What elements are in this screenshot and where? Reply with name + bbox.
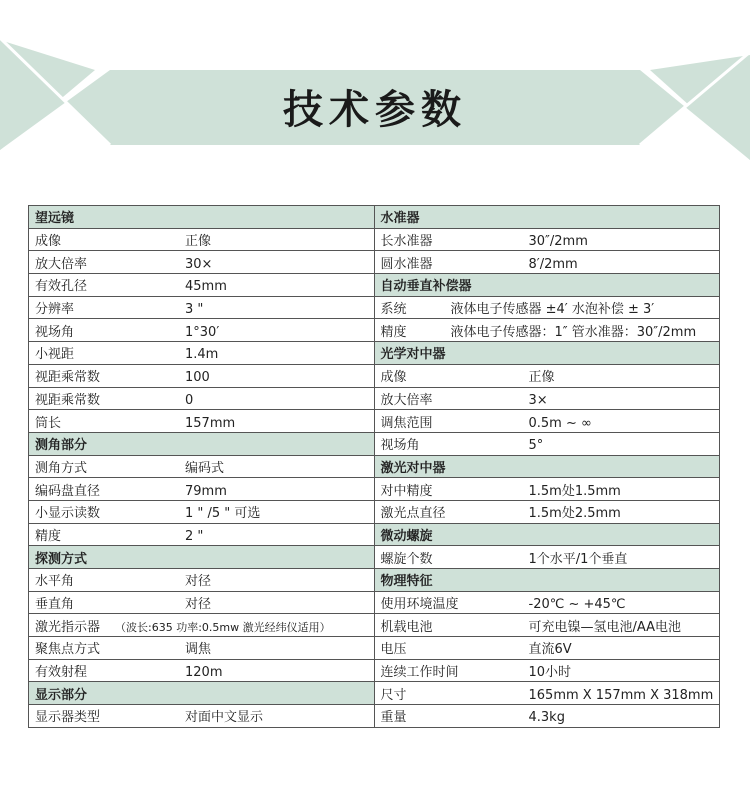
spec-label: 连续工作时间	[380, 665, 459, 681]
spec-value: 100	[185, 370, 210, 386]
spec-row	[374, 682, 720, 705]
spec-value: 2 "	[185, 528, 204, 544]
spec-label: 激光指示器	[35, 619, 101, 635]
table-row	[29, 387, 720, 410]
spec-value: 对径	[185, 597, 212, 613]
spec-value: 编码式	[185, 460, 225, 476]
table-row	[29, 614, 720, 637]
spec-value: 157mm	[185, 415, 236, 431]
spec-value: 可充电镍—氢电池/AA电池	[528, 619, 682, 635]
spec-label: 编码盘直径	[35, 483, 101, 499]
spec-row	[29, 387, 375, 410]
spec-value: 4.3kg	[528, 710, 565, 726]
spec-value: 1.5m处1.5mm	[528, 483, 621, 499]
spec-label: 长水准器	[380, 234, 433, 250]
spec-table	[28, 205, 720, 728]
spec-label: 对中精度	[380, 483, 433, 499]
spec-label: 电压	[380, 642, 407, 658]
spec-row	[29, 296, 375, 319]
table-row	[29, 342, 720, 365]
spec-value: 0	[185, 392, 194, 408]
spec-row	[374, 319, 720, 342]
spec-value: 液体电子传感器：1″ 管水准器：30″/2mm	[450, 324, 697, 340]
table-row	[29, 682, 720, 705]
spec-row	[29, 455, 375, 478]
table-row	[29, 523, 720, 546]
spec-row	[374, 705, 720, 728]
table-row	[29, 410, 720, 433]
table-row	[29, 364, 720, 387]
table-row	[29, 705, 720, 728]
spec-row	[29, 478, 375, 501]
spec-label: 成像	[35, 234, 62, 250]
spec-label: 使用环境温度	[380, 597, 459, 613]
spec-row	[374, 546, 720, 569]
spec-row	[374, 251, 720, 274]
spec-value: 30×	[185, 256, 213, 272]
spec-row	[374, 591, 720, 614]
spec-value: 5°	[528, 438, 544, 454]
spec-label: 筒长	[35, 415, 62, 431]
spec-label: 激光点直径	[380, 506, 446, 522]
spec-row	[29, 274, 375, 297]
section-header: 水准器	[374, 206, 720, 229]
spec-value: 1 " /5 " 可选	[185, 506, 261, 522]
spec-row	[29, 614, 375, 637]
spec-row	[374, 478, 720, 501]
table-row	[29, 251, 720, 274]
spec-row	[29, 342, 375, 365]
spec-value: 45mm	[185, 279, 227, 295]
table-row	[29, 637, 720, 660]
spec-row	[374, 659, 720, 682]
spec-label: 有效孔径	[35, 279, 88, 295]
spec-label: 视距乘常数	[35, 392, 101, 408]
spec-value: 1.4m	[185, 347, 219, 363]
spec-value: 0.5m ~ ∞	[528, 415, 592, 431]
table-row	[29, 319, 720, 342]
section-header: 显示部分	[29, 682, 375, 705]
spec-value: 10小时	[528, 665, 572, 681]
spec-row	[374, 387, 720, 410]
spec-label: 视距乘常数	[35, 370, 101, 386]
table-row	[29, 546, 720, 569]
spec-value: 对径	[185, 574, 212, 590]
page-title: 技术参数	[283, 87, 467, 133]
section-header: 自动垂直补偿器	[374, 274, 720, 297]
spec-label: 调焦范围	[380, 415, 433, 431]
table-row	[29, 432, 720, 455]
spec-label: 小显示读数	[35, 506, 101, 522]
section-header: 探测方式	[29, 546, 375, 569]
spec-label: 精度	[380, 324, 407, 340]
section-header: 激光对中器	[374, 455, 720, 478]
spec-label: 视场角	[35, 324, 75, 340]
spec-label: 水平角	[35, 574, 75, 590]
table-row	[29, 228, 720, 251]
spec-label: 测角方式	[35, 460, 88, 476]
spec-label: 分辨率	[35, 302, 75, 318]
spec-label: 尺寸	[380, 687, 407, 703]
spec-value: 3 "	[185, 302, 204, 318]
spec-label: 螺旋个数	[380, 551, 433, 567]
spec-row	[29, 591, 375, 614]
spec-row	[374, 637, 720, 660]
section-header: 物理特征	[374, 569, 720, 592]
spec-label: 小视距	[35, 347, 75, 363]
spec-label: 聚焦点方式	[35, 642, 101, 658]
table-row	[29, 659, 720, 682]
spec-row	[29, 364, 375, 387]
spec-table-body	[29, 206, 720, 728]
spec-value: 1.5m处2.5mm	[528, 506, 621, 522]
spec-row	[29, 500, 375, 523]
table-row	[29, 478, 720, 501]
spec-row	[374, 410, 720, 433]
spec-label: 放大倍率	[35, 256, 88, 272]
spec-value: 正像	[528, 370, 555, 386]
section-header: 微动螺旋	[374, 523, 720, 546]
spec-label: 圆水准器	[380, 256, 433, 272]
spec-value: 79mm	[185, 483, 227, 499]
spec-value: 1°30′	[185, 324, 220, 340]
spec-row	[29, 523, 375, 546]
section-header: 光学对中器	[374, 342, 720, 365]
spec-row	[29, 705, 375, 728]
spec-value: 液体电子传感器 ±4′ 水泡补偿 ± 3′	[450, 302, 655, 318]
spec-value: 8′/2mm	[528, 256, 578, 272]
spec-row	[29, 569, 375, 592]
spec-value: （波长:635 功率:0.5mw 激光经纬仪适用）	[115, 620, 331, 634]
spec-row	[374, 228, 720, 251]
spec-row	[374, 364, 720, 387]
spec-label: 视场角	[380, 438, 420, 454]
spec-row	[29, 637, 375, 660]
table-row	[29, 274, 720, 297]
section-header: 测角部分	[29, 432, 375, 455]
spec-row	[29, 410, 375, 433]
spec-label: 有效射程	[35, 665, 88, 681]
table-row	[29, 500, 720, 523]
spec-label: 系统	[380, 302, 407, 318]
spec-row	[374, 614, 720, 637]
spec-row	[29, 228, 375, 251]
spec-label: 重量	[380, 710, 407, 726]
spec-row	[29, 251, 375, 274]
table-row	[29, 591, 720, 614]
table-row	[29, 296, 720, 319]
spec-label: 显示器类型	[35, 710, 101, 726]
spec-row	[374, 500, 720, 523]
spec-label: 放大倍率	[380, 392, 433, 408]
spec-value: 正像	[185, 234, 212, 250]
spec-value: 直流6V	[528, 642, 572, 658]
spec-value: 30″/2mm	[528, 234, 588, 250]
spec-value: 165mm X 157mm X 318mm	[528, 687, 714, 703]
section-header: 望远镜	[29, 206, 375, 229]
spec-value: -20℃ ~ +45℃	[528, 597, 626, 613]
spec-row	[29, 659, 375, 682]
spec-label: 垂直角	[35, 597, 75, 613]
spec-label: 机载电池	[380, 619, 433, 635]
table-row	[29, 206, 720, 229]
spec-label: 成像	[380, 370, 407, 386]
table-row	[29, 455, 720, 478]
spec-value: 对面中文显示	[185, 710, 264, 726]
spec-value: 1个水平/1个垂直	[528, 551, 628, 567]
spec-row	[29, 319, 375, 342]
spec-value: 120m	[185, 665, 223, 681]
spec-row	[374, 432, 720, 455]
spec-value: 3×	[528, 392, 548, 408]
spec-value: 调焦	[185, 642, 212, 658]
spec-label: 精度	[35, 528, 62, 544]
spec-row	[374, 296, 720, 319]
table-row	[29, 569, 720, 592]
